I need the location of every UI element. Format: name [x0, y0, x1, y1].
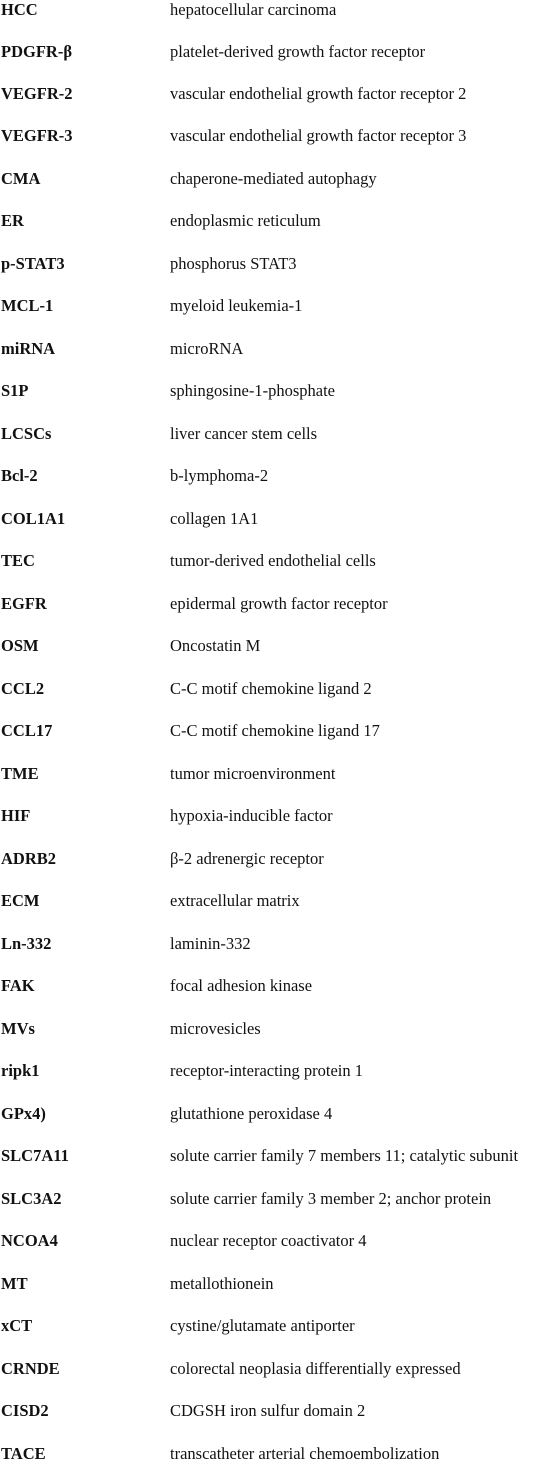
abbreviation-row [0, 583, 558, 626]
abbreviation-row [0, 1390, 558, 1433]
abbreviation-definition: liver cancer stem cells [170, 424, 318, 443]
abbreviation-definition: tumor-derived endothelial cells [170, 551, 376, 570]
abbreviation-term: ripk1 [1, 1061, 40, 1080]
abbreviation-row [0, 710, 558, 753]
abbreviation-definition: CDGSH iron sulfur domain 2 [170, 1401, 366, 1420]
abbreviation-row [0, 115, 558, 158]
abbreviation-term: p-STAT3 [1, 254, 65, 273]
abbreviation-term: ADRB2 [1, 849, 57, 868]
abbreviation-definition: platelet-derived growth factor receptor [170, 42, 426, 61]
abbreviation-term: NCOA4 [1, 1231, 58, 1250]
abbreviation-term: S1P [1, 381, 29, 400]
abbreviation-definition: collagen 1A1 [170, 509, 259, 528]
abbreviation-row [0, 455, 558, 498]
abbreviation-term: HCC [1, 0, 38, 19]
abbreviation-row [0, 1135, 558, 1178]
abbreviation-definition: β-2 adrenergic receptor [170, 849, 324, 868]
abbreviation-row [0, 965, 558, 1008]
abbreviation-definition: epidermal growth factor receptor [170, 594, 388, 613]
abbreviation-row [0, 923, 558, 966]
abbreviation-term: ER [1, 211, 24, 230]
abbreviation-definition: hypoxia-inducible factor [170, 806, 333, 825]
abbreviation-definition: vascular endothelial growth factor receptor 2 [170, 84, 467, 103]
abbreviation-row [0, 1008, 558, 1051]
abbreviation-term: OSM [1, 636, 39, 655]
abbreviation-definition: chaperone-mediated autophagy [170, 169, 377, 188]
abbreviation-term: TEC [1, 551, 35, 570]
abbreviation-term: MT [1, 1274, 28, 1293]
abbreviation-definition: vascular endothelial growth factor receptor 3 [170, 126, 467, 145]
abbreviation-definition: focal adhesion kinase [170, 976, 313, 995]
abbreviation-row [0, 0, 558, 32]
abbreviation-term: GPx4) [1, 1104, 46, 1123]
abbreviation-term: CRNDE [1, 1359, 60, 1378]
abbreviation-term: VEGFR-3 [1, 126, 73, 145]
abbreviation-row [0, 243, 558, 286]
abbreviation-row [0, 1220, 558, 1263]
abbreviation-row [0, 370, 558, 413]
abbreviation-term: EGFR [1, 594, 47, 613]
abbreviation-term: ECM [1, 891, 40, 910]
abbreviation-definition: laminin-332 [170, 934, 251, 953]
abbreviation-term: CCL2 [1, 679, 45, 698]
abbreviation-row [0, 413, 558, 456]
abbreviation-row [0, 73, 558, 116]
abbreviation-row [0, 1433, 558, 1476]
abbreviation-row [0, 498, 558, 541]
abbreviation-row [0, 753, 558, 796]
abbreviation-definition: glutathione peroxidase 4 [170, 1104, 333, 1123]
abbreviation-term: VEGFR-2 [1, 84, 73, 103]
abbreviation-term: CISD2 [1, 1401, 49, 1420]
abbreviation-definition: transcatheter arterial chemoembolization [170, 1444, 440, 1463]
abbreviation-row [0, 1305, 558, 1348]
abbreviation-definition: Oncostatin M [170, 636, 261, 655]
abbreviation-term: miRNA [1, 339, 56, 358]
abbreviation-term: HIF [1, 806, 31, 825]
abbreviation-definition: C-C motif chemokine ligand 17 [170, 721, 380, 740]
abbreviation-definition: metallothionein [170, 1274, 274, 1293]
abbreviation-term: Ln-332 [1, 934, 52, 953]
abbreviation-row [0, 625, 558, 668]
abbreviation-row [0, 668, 558, 711]
abbreviation-row [0, 1348, 558, 1391]
abbreviation-definition: solute carrier family 3 member 2; anchor protein [170, 1189, 492, 1208]
abbreviation-definition: microRNA [170, 339, 244, 358]
abbreviation-definition: nuclear receptor coactivator 4 [170, 1231, 367, 1250]
abbreviation-row [0, 200, 558, 243]
abbreviation-definition: microvesicles [170, 1019, 261, 1038]
abbreviation-row [0, 540, 558, 583]
abbreviation-definition: sphingosine-1-phosphate [170, 381, 335, 400]
abbreviation-term: MVs [1, 1019, 35, 1038]
abbreviation-term: Bcl-2 [1, 466, 38, 485]
abbreviation-definition: hepatocellular carcinoma [170, 0, 337, 19]
abbreviation-row [0, 795, 558, 838]
abbreviation-term: FAK [1, 976, 35, 995]
abbreviation-term: CMA [1, 169, 41, 188]
abbreviation-term: LCSCs [1, 424, 52, 443]
abbreviation-row [0, 158, 558, 201]
abbreviation-definition: extracellular matrix [170, 891, 300, 910]
abbreviation-term: PDGFR-β [1, 42, 73, 61]
abbreviation-definition: phosphorus STAT3 [170, 254, 297, 273]
abbreviation-term: TACE [1, 1444, 46, 1463]
abbreviation-definition: receptor-interacting protein 1 [170, 1061, 363, 1080]
abbreviation-definition: cystine/glutamate antiporter [170, 1316, 355, 1335]
abbreviation-row [0, 880, 558, 923]
abbreviation-row [0, 1178, 558, 1221]
abbreviation-term: SLC7A11 [1, 1146, 69, 1165]
abbreviation-row [0, 1050, 558, 1093]
abbreviation-row [0, 838, 558, 881]
abbreviation-definition: solute carrier family 7 members 11; catalytic subunit [170, 1146, 519, 1165]
abbreviation-row [0, 1263, 558, 1306]
abbreviation-term: xCT [1, 1316, 33, 1335]
abbreviation-definition: colorectal neoplasia differentially expressed [170, 1359, 461, 1378]
abbreviation-definition: endoplasmic reticulum [170, 211, 321, 230]
abbreviation-term: SLC3A2 [1, 1189, 62, 1208]
abbreviation-definition: tumor microenvironment [170, 764, 336, 783]
abbreviation-definition: myeloid leukemia-1 [170, 296, 303, 315]
abbreviation-term: COL1A1 [1, 509, 66, 528]
abbreviation-row [0, 1093, 558, 1136]
abbreviation-row [0, 328, 558, 371]
abbreviation-term: CCL17 [1, 721, 53, 740]
abbreviation-definition: C-C motif chemokine ligand 2 [170, 679, 372, 698]
abbreviation-definition: b-lymphoma-2 [170, 466, 269, 485]
abbreviation-term: TME [1, 764, 39, 783]
abbreviation-term: MCL-1 [1, 296, 54, 315]
abbreviation-row [0, 31, 558, 74]
abbreviation-row [0, 285, 558, 328]
